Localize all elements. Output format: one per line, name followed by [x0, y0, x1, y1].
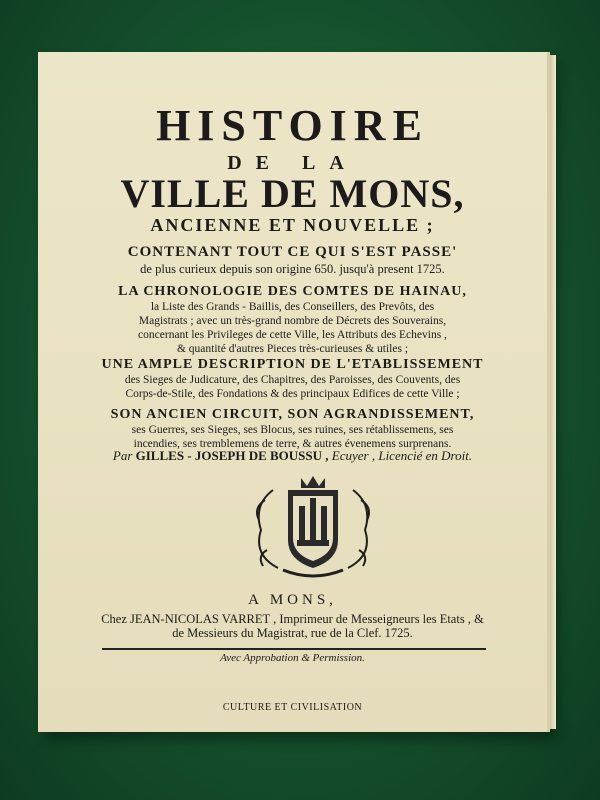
title-line-4: ANCIENNE ET NOUVELLE ; — [150, 215, 435, 235]
chronologie-heading: LA CHRONOLOGIE DES COMTES DE HAINAU, — [118, 284, 467, 299]
chronologie-line: Magistrats ; avec un très-grand nombre de Décrets des Souverains, — [138, 315, 447, 327]
chronologie-line: la Liste des Grands - Baillis, des Conseillers, des Prevôts, des — [150, 301, 435, 313]
description-line: Corps-de-Stile, des Fondations & des principaux Edifices de cette Ville ; — [125, 388, 460, 400]
coat-of-arms-icon — [243, 470, 383, 580]
series-label: CULTURE ET CIVILISATION — [222, 702, 363, 713]
contenant-line: de plus curieux depuis son origine 650. jusqu'à present 1725. — [140, 262, 445, 276]
divider — [102, 648, 486, 650]
chronologie-line: & quantité d'autres Pieces très-curieuses & utiles ; — [176, 343, 409, 355]
title-line-3: VILLE DE MONS, — [120, 171, 465, 216]
circuit-heading: SON ANCIEN CIRCUIT, SON AGRANDISSEMENT, — [110, 407, 475, 422]
book-cover — [38, 52, 550, 732]
contenant-heading: CONTENANT TOUT CE QUI S'EST PASSE' — [127, 244, 458, 260]
title-line-1: HISTOIRE — [156, 101, 429, 150]
publisher-city: A MONS, — [248, 592, 337, 608]
description-heading: UNE AMPLE DESCRIPTION DE L'ETABLISSEMENT — [101, 357, 484, 372]
circuit-line: ses Guerres, ses Sieges, ses Blocus, ses ruines, ses rétablissemens, ses — [131, 424, 454, 436]
page-edges — [550, 55, 556, 729]
author-prefix: Par — [112, 448, 133, 463]
author-title: Ecuyer , Licencié en Droit. — [331, 448, 473, 463]
title-line-2: DE LA — [227, 152, 358, 174]
description-line: des Sieges de Judicature, des Chapitres, des Paroisses, des Couvents, des — [124, 374, 461, 386]
publisher-line-1: Chez JEAN-NICOLAS VARRET , Imprimeur de Messeigneurs les Etats , & — [101, 612, 484, 626]
description-block — [38, 357, 547, 401]
author-line — [38, 448, 547, 464]
publisher-line-2: de Messieurs du Magistrat, rue de la Clef. 1725. — [172, 626, 413, 640]
circuit-block — [38, 407, 547, 451]
chronologie-line: concernant les Privileges de cette Ville, les Attributs des Echevins , — [138, 329, 447, 341]
chronologie-block — [38, 284, 547, 356]
approbation-line: Avec Approbation & Permission. — [220, 652, 365, 664]
circuit-line: incendies, ses tremblemens de terre, & autres évenemens surprenans. — [133, 438, 452, 450]
author-name: GILLES - JOSEPH DE BOUSSU , — [135, 448, 329, 463]
